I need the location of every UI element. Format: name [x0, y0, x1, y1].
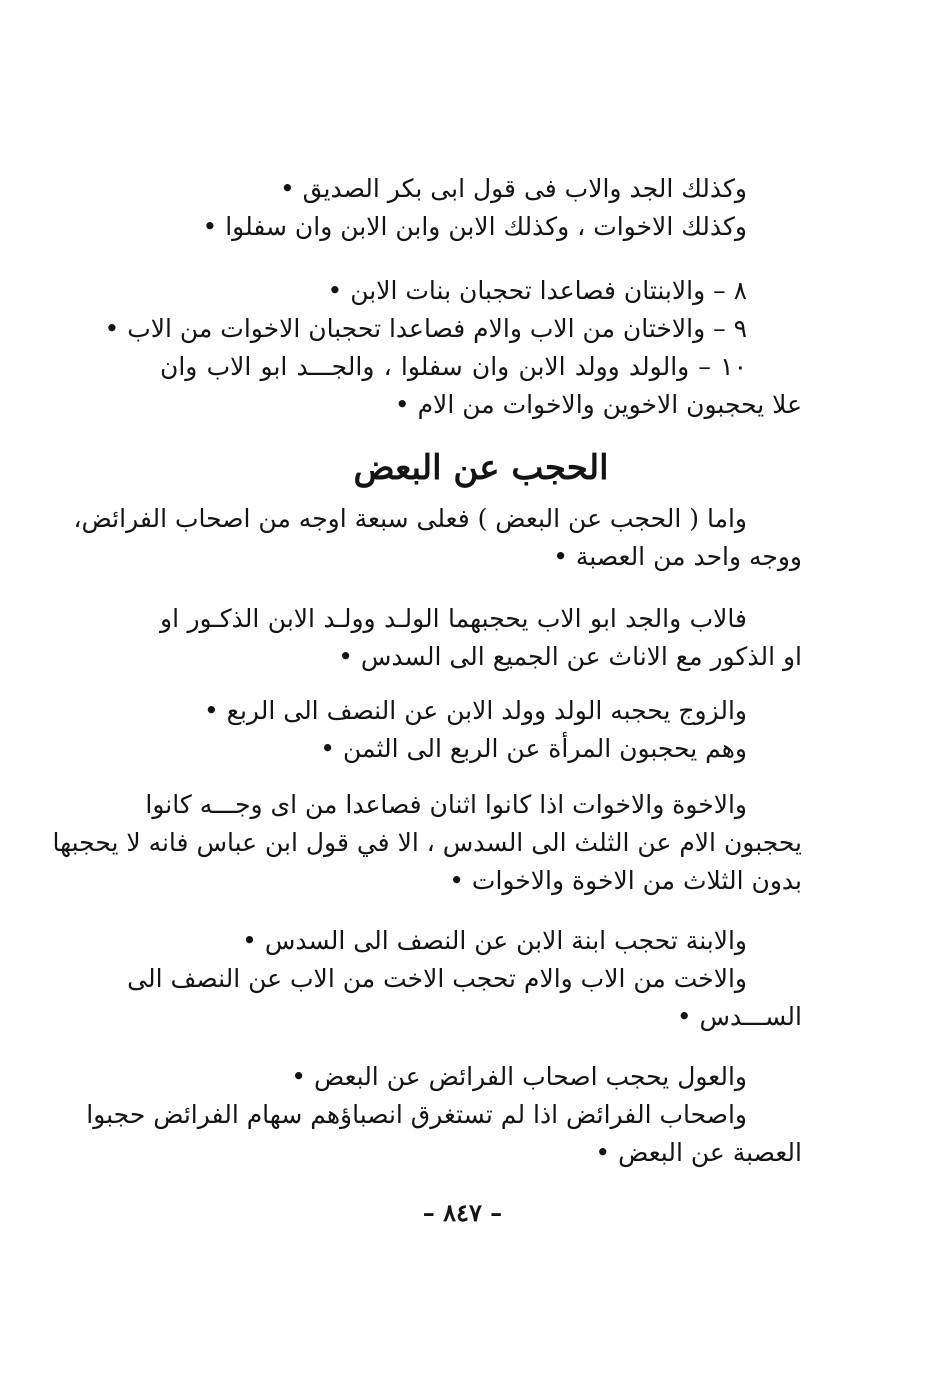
text-line: يحجبون الام عن الثلث الى السدس ، الا في قول ابن عباس فانه لا يحجبها	[52, 828, 802, 857]
text-line: او الذكور مع الاناث عن الجميع الى السدس •	[338, 642, 802, 671]
text-line: واما ( الحجب عن البعض ) فعلى سبعة اوجه من اصحاب الفرائض،	[73, 504, 747, 533]
paragraph-husband	[160, 692, 802, 768]
text-line: واصحاب الفرائض اذا لم تستغرق انصباؤهم سهام الفرائض حجبوا	[86, 1100, 747, 1129]
paragraph-father	[160, 600, 802, 676]
numbered-rules-list	[104, 272, 802, 424]
paragraph-daughter	[127, 922, 802, 1036]
text-line: ووجه واحد من العصبة •	[553, 542, 802, 571]
text-line: الســـدس •	[676, 1002, 802, 1031]
page-number: – ٨٤٧ –	[422, 1198, 503, 1227]
text-line: والابنة تحجب ابنة الابن عن النصف الى السدس •	[242, 926, 747, 955]
paragraph-awl	[86, 1058, 802, 1172]
text-line: وكذلك الاخوات ، وكذلك الابن وابن الابن وان سفلوا •	[202, 212, 747, 241]
text-line: وهم يحجبون المرأة عن الربع الى الثمن •	[320, 734, 747, 763]
rule-item-8: ٨ – والابنتان فصاعدا تحجبان بنات الابن •	[327, 276, 747, 305]
text-line: والاخوة والاخوات اذا كانوا اثنان فصاعدا من اى وجـــه كانوا	[145, 790, 747, 819]
text-line: وكذلك الجد والاب فى قول ابى بكر الصديق •	[279, 174, 747, 203]
paragraph-grandfather-siblings	[160, 170, 802, 246]
paragraph-siblings	[52, 786, 802, 900]
section-heading: الحجب عن البعض	[353, 448, 609, 488]
rule-item-10-continued: علا يحجبون الاخوين والاخوات من الام •	[394, 390, 802, 419]
text-line: والاخت من الاب والام تحجب الاخت من الاب عن النصف الى	[127, 964, 747, 993]
text-line: بدون الثلاث من الاخوة والاخوات •	[449, 866, 802, 895]
paragraph-intro	[73, 500, 802, 576]
rule-item-10: ١٠ – والولد وولد الابن وان سفلوا ، والجـــد ابو الاب وان	[160, 352, 747, 381]
text-line: والزوج يحجبه الولد وولد الابن عن النصف الى الربع •	[203, 696, 747, 725]
text-line: فالاب والجد ابو الاب يحجبهما الولـد وولـد الابن الذكـور او	[160, 604, 747, 633]
text-line: العصبة عن البعض •	[595, 1138, 802, 1167]
rule-item-9: ٩ – والاختان من الاب والام فصاعدا تحجبان الاخوات من الاب •	[104, 314, 747, 343]
text-line: والعول يحجب اصحاب الفرائض عن البعض •	[291, 1062, 747, 1091]
